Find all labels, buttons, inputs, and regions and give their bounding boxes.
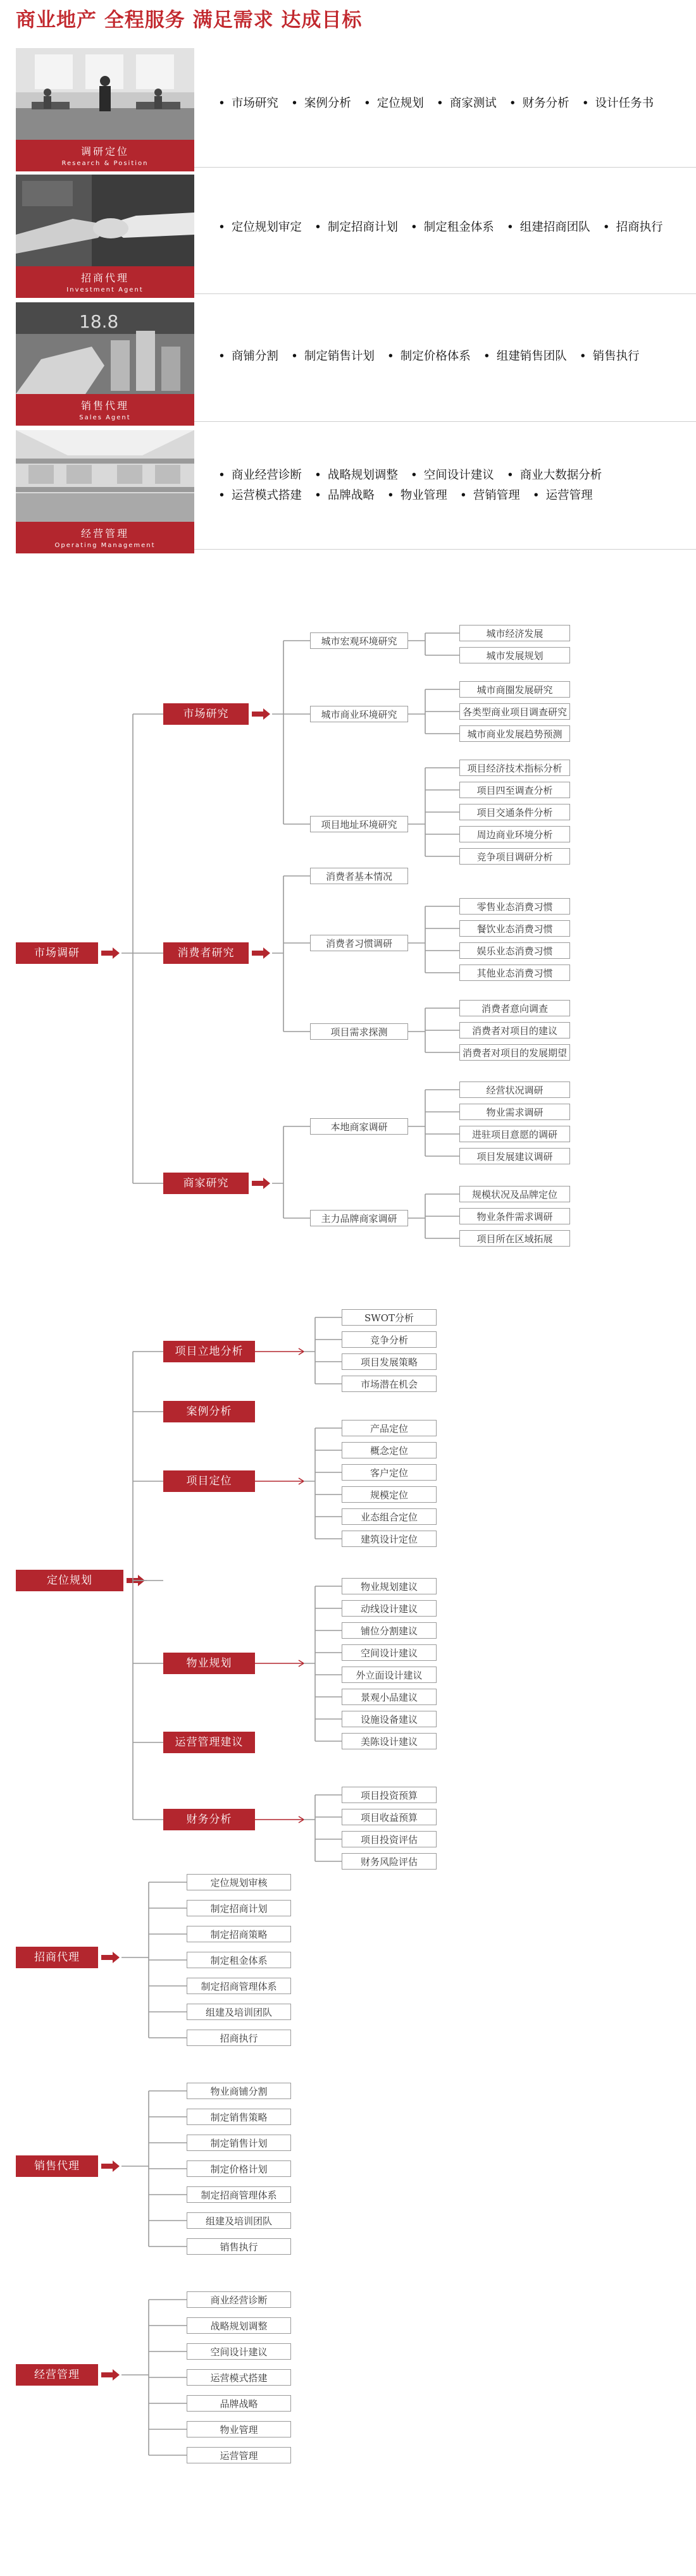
service-item: • 制定招商计划 [314,218,398,238]
tree1-mid: 商家研究 [163,1173,249,1194]
tree2-mid: 运营管理建议 [163,1732,255,1753]
operating-item: 运营管理 [187,2447,291,2463]
tree2-mid: 物业规划 [163,1653,255,1674]
service-item: • 商家测试 [437,94,497,114]
service-item: • 制定销售计划 [291,347,375,367]
tree1-leaf: 消费者对项目的发展期望 [459,1044,570,1061]
tree2-leaf: 项目收益预算 [342,1809,437,1825]
tree2-leaf: 产品定位 [342,1420,437,1436]
service-item: • 制定价格体系 [387,347,471,367]
investment-item: 制定租金体系 [187,1952,291,1968]
service-title: 调研定位 [80,145,129,157]
service-subtitle: Sales Agent [79,414,131,421]
service-item: • 品牌战略 [314,486,375,506]
service-item: • 运营管理 [533,486,593,506]
tree2-leaf: 市场潜在机会 [342,1376,437,1392]
arrow-icon [252,1178,270,1189]
operating-item: 战略规划调整 [187,2317,291,2334]
sales-item: 制定销售策略 [187,2109,291,2125]
tree1-root: 市场调研 [16,942,98,964]
service-item: • 运营模式搭建 [218,486,302,506]
tree1-leaf: 经营状况调研 [459,1082,570,1098]
tree2-mid: 项目立地分析 [163,1341,255,1362]
investment-item: 制定招商计划 [187,1900,291,1916]
service-item: • 商铺分割 [218,347,278,367]
service-subtitle: Investment Agent [66,287,144,293]
service-title: 经营管理 [80,527,129,539]
photo-text: 18.8 [79,311,119,332]
tree1-mid: 消费者研究 [163,942,249,964]
service-item: • 定位规划 [364,94,424,114]
tree1-leaf: 竞争项目调研分析 [459,848,570,865]
service-item: • 招商执行 [603,218,663,238]
tree1-leaf: 餐饮业态消费习惯 [459,920,570,937]
tree2-leaf: 物业规划建议 [342,1578,437,1594]
operating-item: 运营模式搭建 [187,2369,291,2386]
operating-item: 商业经营诊断 [187,2291,291,2308]
tree1-node: 消费者习惯调研 [310,935,408,951]
tree2-leaf: 项目投资评估 [342,1831,437,1847]
service-item: • 财务分析 [509,94,569,114]
service-item: • 制定租金体系 [411,218,494,238]
tree1-leaf: 城市发展规划 [459,647,570,663]
operating-item: 物业管理 [187,2421,291,2437]
arrow-icon [101,2160,120,2172]
tree1-node: 主力品牌商家调研 [310,1210,408,1226]
tree1-leaf: 城市商圈发展研究 [459,681,570,698]
tree2-leaf: 竞争分析 [342,1331,437,1348]
investment-item: 招商执行 [187,2030,291,2046]
tree1-leaf: 物业需求调研 [459,1104,570,1120]
tree1-leaf: 项目经济技术指标分析 [459,760,570,776]
tree1-node: 项目需求探测 [310,1023,408,1040]
tree2-leaf: 概念定位 [342,1442,437,1458]
service-item: • 市场研究 [218,94,278,114]
arrow-icon [101,947,120,959]
tree2-mid: 财务分析 [163,1809,255,1830]
tree2-leaf: 财务风险评估 [342,1853,437,1870]
sales-item: 物业商铺分割 [187,2083,291,2099]
service-item: • 商业经营诊断 [218,465,302,486]
tree2-leaf: 铺位分割建议 [342,1622,437,1639]
tree1-leaf: 城市经济发展 [459,625,570,641]
service-item: • 战略规划调整 [314,465,398,486]
tree2-leaf: 规模定位 [342,1486,437,1503]
operating-item: 空间设计建议 [187,2343,291,2360]
tree-operating-root: 经营管理 [16,2364,98,2386]
tree1-leaf: 各类型商业项目调查研究 [459,703,570,720]
tree1-leaf: 进驻项目意愿的调研 [459,1126,570,1142]
tree2-leaf: 项目发展策略 [342,1353,437,1370]
operating-item: 品牌战略 [187,2395,291,2412]
tree1-leaf: 规模状况及品牌定位 [459,1186,570,1202]
service-item: • 组建销售团队 [483,347,567,367]
service-subtitle: Research & Position [61,160,149,167]
service-item: • 空间设计建议 [411,465,494,486]
tree1-node: 城市商业环境研究 [310,706,408,722]
tree2-root: 定位规划 [16,1570,123,1591]
service-subtitle: Operating Management [54,542,156,549]
tree2-leaf: 建筑设计定位 [342,1531,437,1547]
tree2-leaf: 业态组合定位 [342,1508,437,1525]
tree-sales-root: 销售代理 [16,2155,98,2177]
tree2-leaf: 客户定位 [342,1464,437,1481]
tree1-leaf: 项目所在区域拓展 [459,1230,570,1247]
service-item: • 组建招商团队 [507,218,590,238]
tree2-leaf: 空间设计建议 [342,1644,437,1661]
arrow-icon [252,947,270,959]
sales-item: 制定价格计划 [187,2160,291,2177]
tree2-leaf: 动线设计建议 [342,1600,437,1617]
service-item: • 定位规划审定 [218,218,302,238]
tree1-leaf: 项目交通条件分析 [459,804,570,820]
tree1-node: 消费者基本情况 [310,868,408,884]
service-item: • 物业管理 [387,486,447,506]
service-item: • 营销管理 [460,486,520,506]
tree1-leaf: 消费者意向调查 [459,1000,570,1016]
tree1-leaf: 项目四至调查分析 [459,782,570,798]
tree1-node: 项目地址环境研究 [310,816,408,832]
tree2-leaf: 项目投资预算 [342,1787,437,1803]
investment-item: 定位规划审核 [187,1874,291,1890]
investment-item: 制定招商策略 [187,1926,291,1942]
tree1-leaf: 物业条件需求调研 [459,1208,570,1224]
service-title: 招商代理 [80,272,129,284]
tree1-leaf: 其他业态消费习惯 [459,964,570,981]
sales-item: 制定销售计划 [187,2135,291,2151]
arrow-icon [252,708,270,720]
service-item: • 商业大数据分析 [507,465,602,486]
tree-investment-root: 招商代理 [16,1947,98,1968]
service-title: 销售代理 [80,400,129,412]
tree2-leaf: SWOT分析 [342,1309,437,1326]
page-title: 商业地产 全程服务 满足需求 达成目标 [16,9,363,32]
tree2-mid: 项目定位 [163,1470,255,1492]
service-item: • 销售执行 [580,347,640,367]
sales-item: 制定招商管理体系 [187,2186,291,2203]
tree2-leaf: 外立面设计建议 [342,1667,437,1683]
tree1-leaf: 城市商业发展趋势预测 [459,725,570,742]
service-item: • 案例分析 [291,94,351,114]
tree1-leaf: 项目发展建议调研 [459,1148,570,1164]
service-item: • 设计任务书 [582,94,654,114]
tree2-leaf: 景观小品建议 [342,1689,437,1705]
arrow-icon [101,2369,120,2381]
investment-item: 组建及培训团队 [187,2004,291,2020]
tree1-node: 城市宏观环境研究 [310,632,408,649]
arrow-icon [101,1952,120,1963]
tree1-mid: 市场研究 [163,703,249,725]
tree1-leaf: 娱乐业态消费习惯 [459,942,570,959]
tree2-mid: 案例分析 [163,1401,255,1422]
tree2-leaf: 美陈设计建议 [342,1733,437,1749]
tree1-leaf: 周边商业环境分析 [459,826,570,842]
sales-item: 销售执行 [187,2238,291,2255]
tree1-leaf: 零售业态消费习惯 [459,898,570,915]
tree1-node: 本地商家调研 [310,1118,408,1135]
sales-item: 组建及培训团队 [187,2212,291,2229]
tree1-leaf: 消费者对项目的建议 [459,1022,570,1038]
tree2-leaf: 设施设备建议 [342,1711,437,1727]
investment-item: 制定招商管理体系 [187,1978,291,1994]
